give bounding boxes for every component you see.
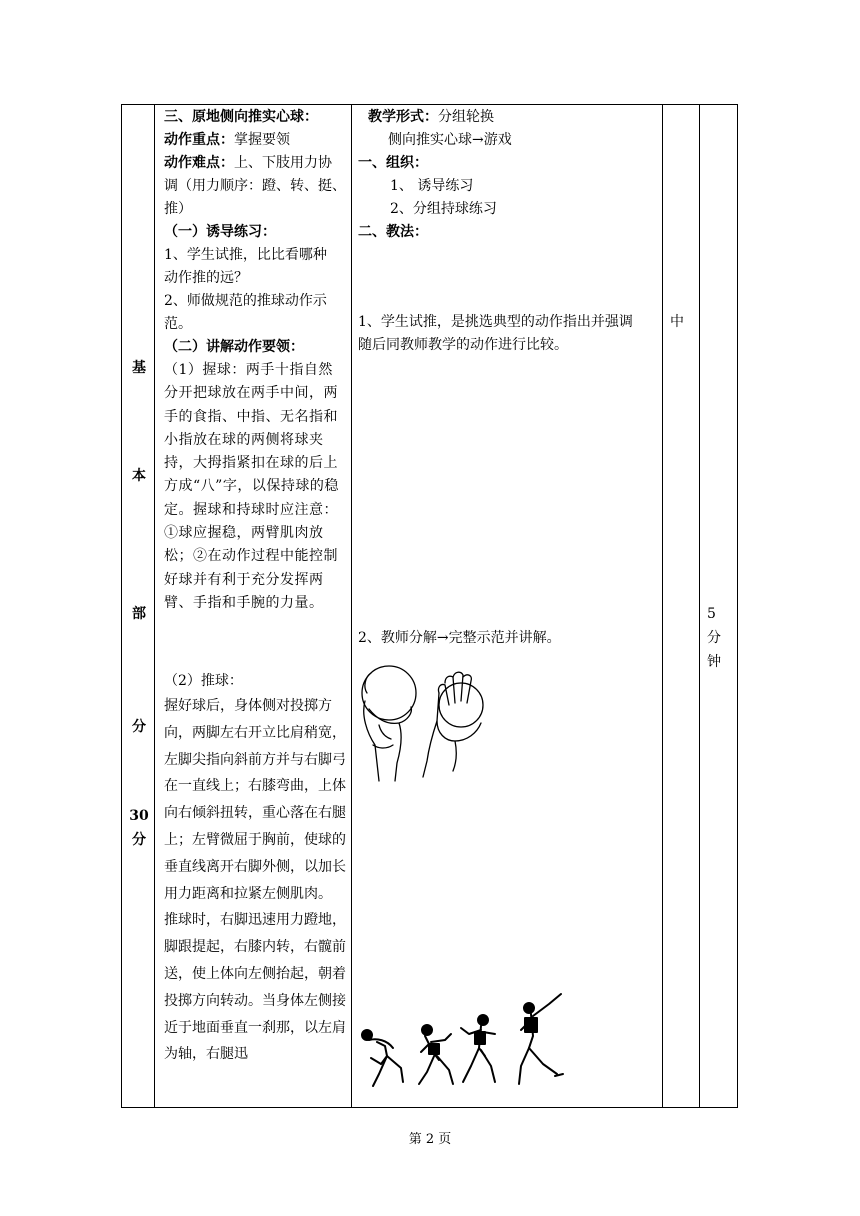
column-divider (154, 105, 155, 1107)
sub1-item: 1、学生试推，比比看哪种 (164, 247, 327, 263)
section-label-char: 分 (132, 832, 146, 848)
push-paragraph: 握好球后，身体侧对投掷方向，两脚左右开立比肩稍宽，左脚尖指向斜前方并与右脚弓在一直线上；右膝弯曲，上体向右倾斜扭转，重心落在右腿上；左臂微屈于胸前，使球的垂直线离开右脚外侧，以加长用力距离和拉紧左侧肌肉。 推球时，右脚迅速用力蹬地，脚跟提起，右膝内转，右髋前送，使上体向左侧抬起，朝着投掷方向转动。当身体左侧接近于地面垂直一刹那，以左肩为轴，右腿迅 (164, 698, 346, 1063)
difficulty-line: 推） (164, 201, 192, 217)
teaching-form-label: 教学形式： (368, 109, 438, 125)
organization-item: 2、分组持球练习 (390, 201, 497, 217)
section-duration: 30 (129, 808, 149, 824)
teaching-method-item: 2、教师分解→完整示范并讲解。 (358, 630, 561, 646)
teaching-form-value: 分组轮换 (438, 109, 494, 125)
lesson-plan-table (121, 104, 738, 1108)
ball-grip-illustration (357, 663, 497, 785)
intensity-value: 中 (670, 314, 684, 330)
time-value: 5 (707, 606, 716, 622)
organization-item: 1、 诱导练习 (390, 178, 474, 194)
difficulty (164, 152, 332, 175)
section-label-char: 部 (132, 606, 146, 622)
teaching-method-item: 随后同教师教学的动作进行比较。 (358, 337, 568, 353)
key-point (164, 129, 290, 152)
sub1-item: 动作推的远？ (164, 270, 248, 286)
difficulty-value: 上、下肢用力协 (234, 155, 332, 171)
organization-heading: 一、组织： (358, 155, 428, 171)
key-point-value: 掌握要领 (234, 132, 290, 148)
sub1-item: 范。 (164, 316, 192, 332)
throw-sequence-illustration (357, 990, 572, 1095)
section-label-char: 分 (132, 719, 146, 735)
difficulty-line: 调（用力顺序：蹬、转、挺、 (164, 178, 346, 194)
push-heading: （2）推球： (164, 673, 243, 689)
time-unit: 钟 (707, 654, 721, 670)
sub2-heading: （二）讲解动作要领： (164, 339, 304, 355)
sub1-item: 2、师做规范的推球动作示 (164, 293, 327, 309)
time-unit: 分 (707, 630, 721, 646)
difficulty-label: 动作难点： (164, 155, 234, 171)
teaching-method-heading: 二、教法： (358, 224, 428, 240)
content-heading: 三、原地侧向推实心球： (164, 109, 318, 125)
section-label-char: 本 (132, 468, 146, 484)
grip-paragraph: （1）握球：两手十指自然分开把球放在两手中间，两手的食指、中指、无名指和小指放在球的两侧将球夹持，大拇指紧扣在球的后上方成“八”字，以保持球的稳定。握球和持球时应注意：①球应握稳，两臂肌肉放松；②在动作过程中能控制好球并有利于充分发挥两臂、手指和手腕的力量。 (164, 362, 339, 611)
sub1-heading: （一）诱导练习： (164, 224, 276, 240)
teaching-method-item: 1、学生试推，是挑选典型的动作指出并强调 (358, 314, 633, 330)
column-divider (699, 105, 700, 1107)
page-number: 第 2 页 (408, 1132, 452, 1147)
section-label-char: 基 (132, 360, 146, 376)
column-divider (662, 105, 663, 1107)
key-point-label: 动作重点： (164, 132, 234, 148)
teaching-sequence: 侧向推实心球→游戏 (388, 132, 512, 148)
teaching-form (368, 106, 494, 129)
column-divider (351, 105, 352, 1107)
